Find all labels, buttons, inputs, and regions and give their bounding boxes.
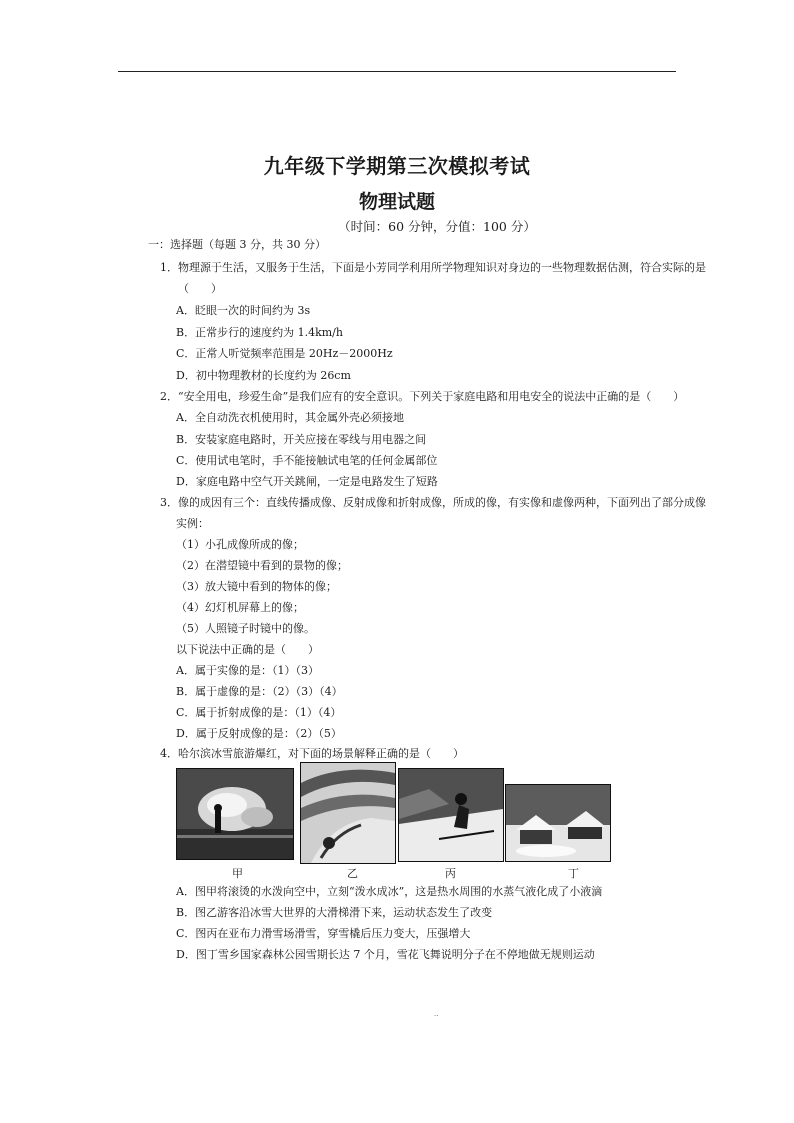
question-1-paren: （ ）	[178, 282, 222, 295]
question-4-option-d: D．图丁雪乡国家森林公园雪期长达 7 个月，雪花飞舞说明分子在不停地做无规则运动	[176, 948, 595, 961]
photo-ding	[505, 784, 611, 862]
photo-bing-caption: 丙	[445, 867, 456, 880]
question-4-option-b: B．图乙游客沿冰雪大世界的大滑梯滑下来，运动状态发生了改变	[176, 906, 493, 919]
question-4-option-a: A．图甲将滚烫的水泼向空中，立刻“泼水成冰”，这是热水周围的水蒸气液化成了小液滴	[176, 885, 603, 898]
question-3-example-2: （2）在潜望镜中看到的景物的像；	[176, 559, 348, 572]
page-mark: ··	[434, 1012, 439, 1020]
exam-subject: 物理试题	[358, 191, 435, 213]
question-3-example-5: （5）人照镜子时镜中的像。	[176, 622, 315, 635]
question-3-example-1: （1）小孔成像所成的像；	[176, 538, 304, 551]
header-rule	[118, 71, 676, 72]
photo-jia-caption: 甲	[232, 867, 243, 880]
question-2-option-a: A．全自动洗衣机使用时，其金属外壳必须接地	[176, 411, 404, 424]
question-3-example-4: （4）幻灯机屏幕上的像；	[176, 601, 304, 614]
exam-meta: （时间：60 分钟，分值：100 分）	[338, 219, 536, 234]
question-3-example-3: （3）放大镜中看到的物体的像；	[176, 580, 337, 593]
question-3-stem: 3．像的成因有三个：直线传播成像、反射成像和折射成像，所成的像，有实像和虚像两种，下面列出了部分成像	[160, 496, 706, 509]
photo-yi-caption: 乙	[347, 867, 358, 880]
question-2-stem: 2．“安全用电，珍爱生命”是我们应有的安全意识。下列关于家庭电路和用电安全的说法中正确的是（ ）	[160, 390, 685, 403]
question-1-option-b: B．正常步行的速度约为 1.4km/h	[176, 326, 343, 339]
question-2-option-b: B．安装家庭电路时，开关应接在零线与用电器之间	[176, 433, 427, 446]
question-3-prompt: 以下说法中正确的是（ ）	[176, 643, 319, 656]
photo-bing	[398, 768, 504, 862]
photo-ding-caption: 丁	[568, 867, 579, 880]
question-3-option-d: D．属于反射成像的是：（2）（5）	[176, 727, 342, 740]
question-4-stem: 4．哈尔滨冰雪旅游爆红，对下面的场景解释正确的是（ ）	[160, 747, 464, 760]
question-4-option-c: C．图丙在亚布力滑雪场滑雪，穿雪橇后压力变大，压强增大	[176, 927, 471, 940]
question-2-option-d: D．家庭电路中空气开关跳闸，一定是电路发生了短路	[176, 475, 438, 488]
exam-title: 九年级下学期第三次模拟考试	[263, 154, 531, 178]
question-1-option-a: A．眨眼一次的时间约为 3s	[176, 304, 311, 317]
section-heading: 一：选择题（每题 3 分，共 30 分）	[148, 238, 326, 251]
photo-jia	[176, 768, 294, 860]
question-1-stem: 1．物理源于生活，又服务于生活，下面是小芳同学利用所学物理知识对身边的一些物理数据估测，符合实际的是	[160, 261, 706, 274]
photo-yi	[300, 762, 396, 864]
question-1-option-c: C．正常人听觉频率范围是 20Hz－2000Hz	[176, 347, 393, 360]
question-3-option-a: A．属于实像的是：（1）（3）	[176, 664, 319, 677]
question-3-stem-continued: 实例：	[176, 517, 209, 530]
question-1-option-d: D．初中物理教材的长度约为 26cm	[176, 369, 351, 382]
question-3-option-c: C．属于折射成像的是：（1）（4）	[176, 706, 342, 719]
question-2-option-c: C．使用试电笔时，手不能接触试电笔的任何金属部位	[176, 454, 438, 467]
question-3-option-b: B．属于虚像的是：（2）（3）（4）	[176, 685, 343, 698]
